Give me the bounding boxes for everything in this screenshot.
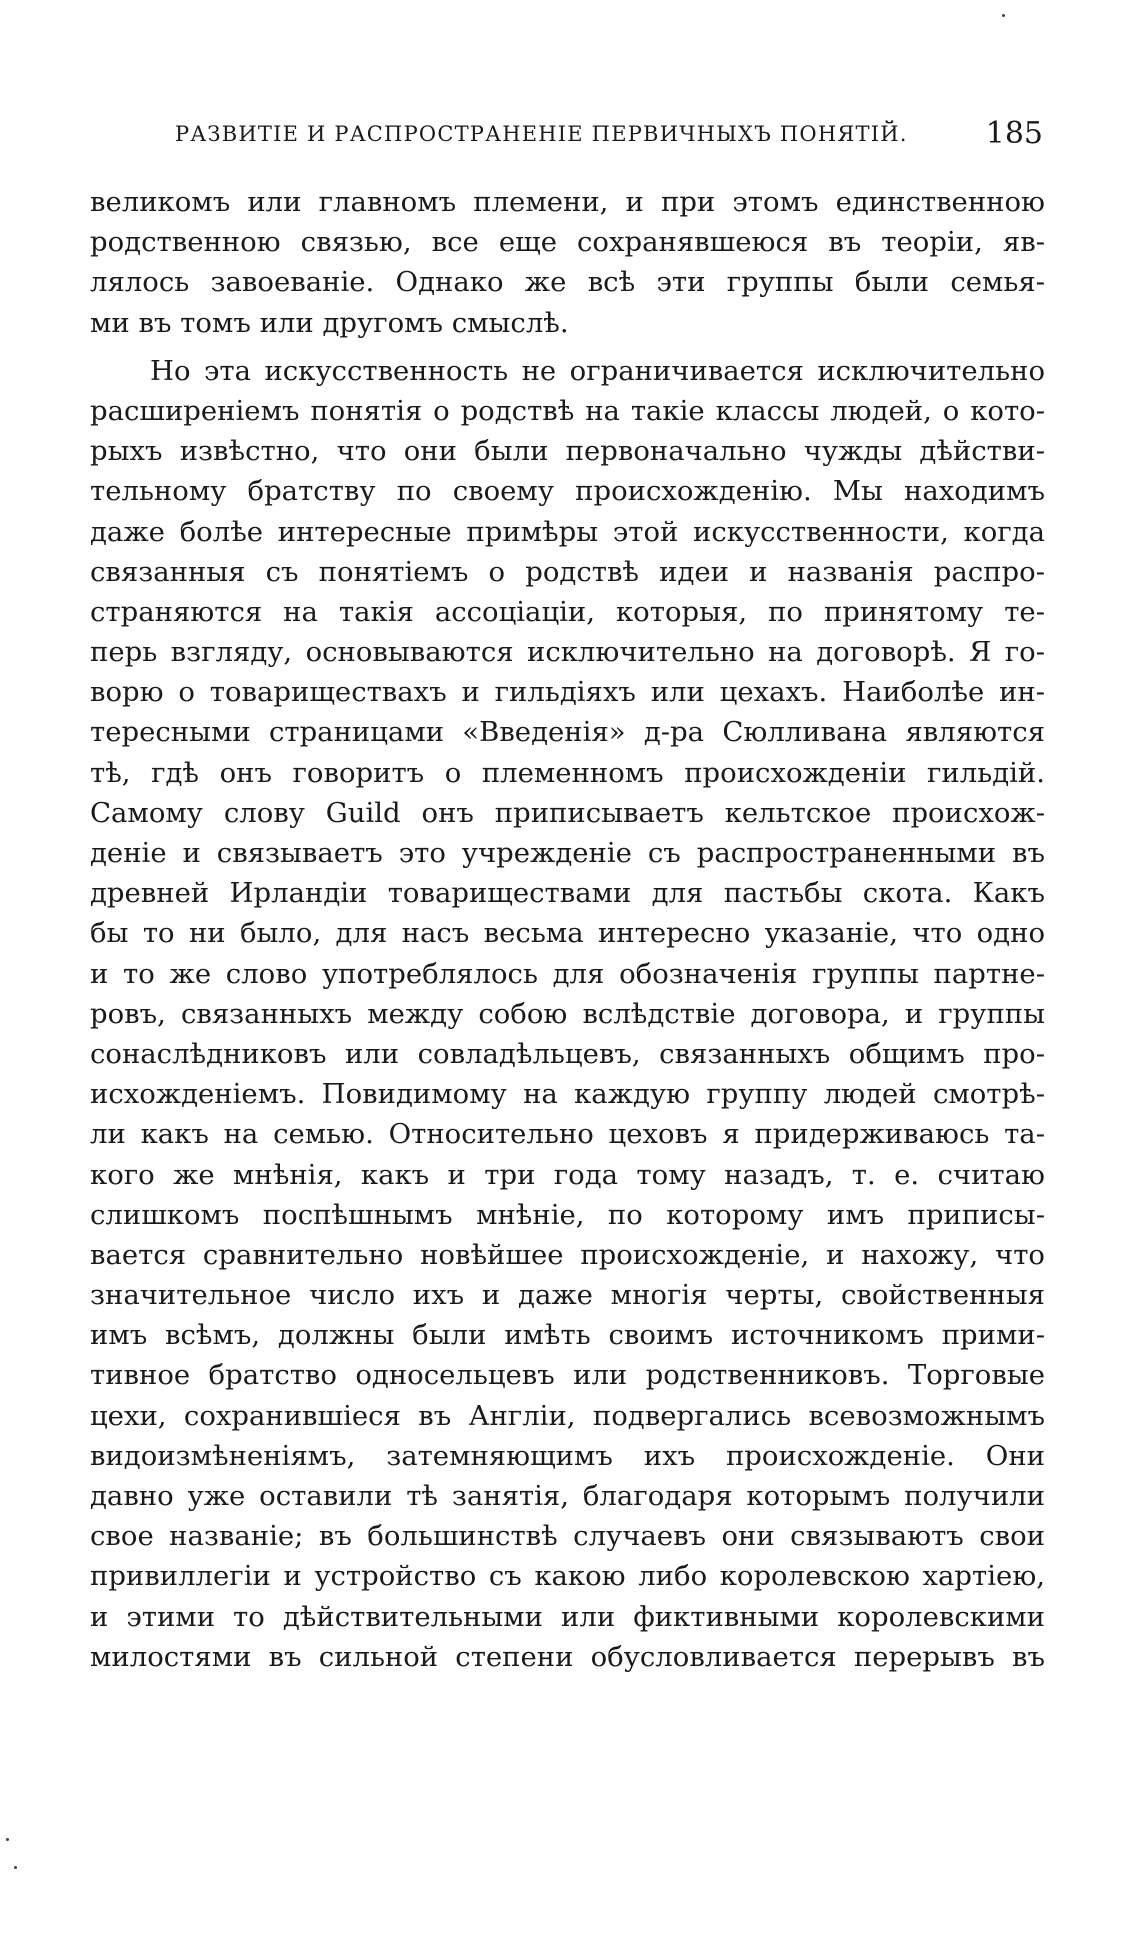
body-text [90,182,1045,1677]
text-line: тельному братству по своему происхожденію. Мы находимъ [90,475,1045,508]
scan-speck [6,1838,9,1841]
text-line: страняются на такія ассоціаціи, которыя, по принятому те- [90,595,1045,628]
text-line: ворю о товариществахъ и гильдіяхъ или цехахъ. Наиболѣе ин- [90,676,1045,709]
text-line: значительное число ихъ и даже многія черты, свойственныя [90,1279,1045,1312]
running-title: РАЗВИТІЕ И РАСПРОСТРАНЕНІЕ ПЕРВИЧНЫХЪ ПОНЯТІЙ. [175,122,908,146]
text-line: свое названіе; въ большинствѣ случаевъ они связываютъ свои [90,1520,1045,1553]
text-line: ли какъ на семью. Относительно цеховъ я придерживаюсь та- [90,1118,1045,1151]
text-line: перь взгляду, основываются исключительно на договорѣ. Я го- [90,636,1045,669]
text-line: родственною связью, все еще сохранявшеюся въ теоріи, яв- [90,226,1045,259]
text-line: ми въ томъ или другомъ смыслѣ. [90,306,569,339]
scan-speck [14,1866,17,1869]
text-line: кого же мнѣнія, какъ и три года тому назадъ, т. е. считаю [90,1158,1045,1191]
text-line: слишкомъ поспѣшнымъ мнѣніе, по которому имъ приписы- [90,1198,1045,1231]
text-line: Но эта искусственность не ограничивается исключительно [150,354,1045,387]
text-line: цехи, сохранившіеся въ Англіи, подвергались всевозможнымъ [90,1399,1045,1432]
text-line: и то же слово употреблялось для обозначенія группы партне- [90,957,1045,990]
text-line: рыхъ извѣстно, что они были первоначально чужды дѣйстви- [90,435,1045,468]
text-line: даже болѣе интересные примѣры этой искусственности, когда [90,515,1045,548]
paragraph [90,182,1045,343]
text-line: древней Ирландіи товариществами для пастьбы скота. Какъ [90,877,1045,910]
text-line: тересными страницами «Введенія» д-ра Сюлливана являются [90,716,1045,749]
text-line: великомъ или главномъ племени, и при этомъ единственною [90,186,1045,218]
text-line: расширеніемъ понятія о родствѣ на такіе классы людей, о кото- [90,394,1045,427]
text-line: и этими то дѣйствительными или фиктивными королевскими [90,1600,1045,1633]
paragraph [90,351,1045,1677]
text-line: сонаслѣдниковъ или совладѣльцевъ, связанныхъ общимъ про- [90,1037,1045,1070]
text-line: бы то ни было, для насъ весьма интересно указаніе, что одно [90,917,1045,950]
text-line: ровъ, связанныхъ между собою вслѣдствіе договора, и группы [90,997,1045,1030]
text-line: видоизмѣненіямъ, затемняющимъ ихъ происхожденіе. Они [90,1439,1045,1472]
text-line: тивное братство односельцевъ или родственниковъ. Торговые [90,1359,1045,1392]
text-line: исхожденіемъ. Повидимому на каждую группу людей смотрѣ- [90,1078,1045,1111]
text-line: милостями въ сильной степени обусловливается перерывъ въ [90,1640,1045,1673]
text-line: связанныя съ понятіемъ о родствѣ идеи и названія распро- [90,555,1045,588]
paragraph-gap [90,343,1045,351]
text-line: давно уже оставили тѣ занятія, благодаря которымъ получили [90,1480,1045,1512]
text-line: деніе и связываетъ это учрежденіе съ распространенными въ [90,837,1045,869]
text-line: вается сравнительно новѣйшее происхожденіе, и нахожу, что [90,1238,1045,1271]
page-number: 185 [985,116,1043,151]
text-line: Самому слову Guild онъ приписываетъ кельтское происхож- [90,796,1045,829]
text-line: привиллегіи и устройство съ какою либо королевскою хартіею, [90,1560,1045,1593]
text-line: имъ всѣмъ, должны были имѣть своимъ источникомъ прими- [90,1319,1045,1352]
page-header [175,118,1045,158]
scan-speck [1002,14,1005,17]
text-line: тѣ, гдѣ онъ говоритъ о племенномъ происхожденіи гильдій. [90,756,1045,789]
text-line: лялось завоеваніе. Однако же всѣ эти группы были семья- [90,266,1045,299]
